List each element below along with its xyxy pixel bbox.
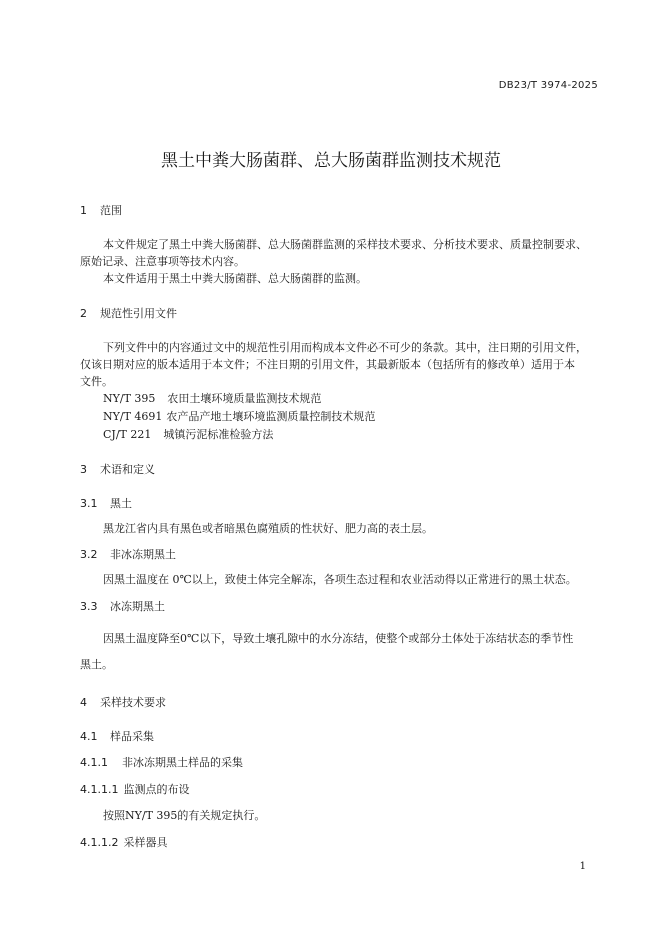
reference-code: NY/T 4691: [103, 410, 163, 423]
section-1-heading: [80, 202, 122, 218]
term-definition: 因黑土温度降至0℃以下，导致土壤孔隙中的水分冻结，使整个或部分土体处于冻结状态的季节性: [103, 632, 574, 645]
paragraph-line: 本文件规定了黑土中粪大肠菌群、总大肠菌群监测的采样技术要求、分析技术要求、质量控制要求、: [103, 238, 587, 251]
section-2-heading: [80, 305, 177, 321]
subsection-4-1-heading: [80, 728, 154, 744]
subsection-number: 4.1.1: [80, 756, 108, 769]
term-3-2-heading: [80, 546, 176, 562]
reference-name: 城镇污泥标准检验方法: [163, 428, 274, 441]
section-title: 采样技术要求: [100, 696, 166, 709]
section-number: 3: [80, 463, 87, 476]
reference-item: [103, 426, 273, 442]
section-title: 规范性引用文件: [100, 307, 177, 320]
term-definition: 黑土。: [80, 658, 113, 671]
term-number: 3.3: [80, 600, 98, 613]
document-title: 黑土中粪大肠菌群、总大肠菌群监测技术规范: [161, 151, 501, 171]
subsection-title: 样品采集: [110, 730, 154, 743]
term-definition: 黑龙江省内具有黑色或者暗黑色腐殖质的性状好、肥力高的表土层。: [103, 522, 433, 535]
subsection-number: 4.1.1.2: [80, 836, 119, 849]
section-4-heading: [80, 694, 166, 710]
subsection-title: 采样器具: [123, 836, 168, 849]
paragraph-line: 仅该日期对应的版本适用于本文件；不注日期的引用文件，其最新版本（包括所有的修改单）适用于本: [80, 358, 575, 371]
subsection-4-1-1-heading: [80, 754, 243, 770]
term-number: 3.2: [80, 548, 98, 561]
paragraph-line: 文件。: [80, 375, 113, 388]
section-number: 2: [80, 307, 87, 320]
subsection-4-1-1-2-heading: [80, 834, 167, 850]
reference-item: [103, 408, 375, 424]
reference-name: 农产品产地土壤环境监测质量控制技术规范: [166, 410, 376, 423]
subsection-title: 非冰冻期黑土样品的采集: [122, 756, 243, 769]
paragraph-line: 本文件适用于黑土中粪大肠菌群、总大肠菌群的监测。: [103, 272, 367, 285]
term-title: 非冰冻期黑土: [110, 548, 176, 561]
subsection-4-1-1-1-heading: [80, 781, 189, 797]
term-title: 黑土: [110, 497, 132, 510]
term-3-3-heading: [80, 598, 165, 614]
paragraph-line: 原始记录、注意事项等技术内容。: [80, 255, 245, 268]
term-3-1-heading: [80, 495, 132, 511]
term-title: 冰冻期黑土: [110, 600, 165, 613]
term-definition: 因黑土温度在 0℃以上，致使土体完全解冻，各项生态过程和农业活动得以正常进行的黑土状态。: [103, 573, 577, 586]
reference-item: [103, 390, 321, 406]
subsection-number: 4.1: [80, 730, 98, 743]
subsection-number: 4.1.1.1: [80, 783, 119, 796]
reference-name: 农田土壤环境质量监测技术规范: [167, 392, 322, 405]
section-title: 范围: [100, 204, 122, 217]
page-number: 1: [579, 861, 586, 872]
document-code: DB23/T 3974-2025: [498, 80, 598, 91]
section-3-heading: [80, 461, 155, 477]
paragraph-line: 下列文件中的内容通过文中的规范性引用而构成本文件必不可少的条款。其中，注日期的引用文件，: [103, 341, 587, 354]
section-number: 1: [80, 204, 87, 217]
section-title: 术语和定义: [100, 463, 155, 476]
reference-code: CJ/T 221: [103, 428, 152, 441]
term-number: 3.1: [80, 497, 98, 510]
paragraph-line: 按照NY/T 395的有关规定执行。: [103, 809, 266, 822]
subsection-title: 监测点的布设: [123, 783, 190, 796]
section-number: 4: [80, 696, 87, 709]
reference-code: NY/T 395: [103, 392, 156, 405]
